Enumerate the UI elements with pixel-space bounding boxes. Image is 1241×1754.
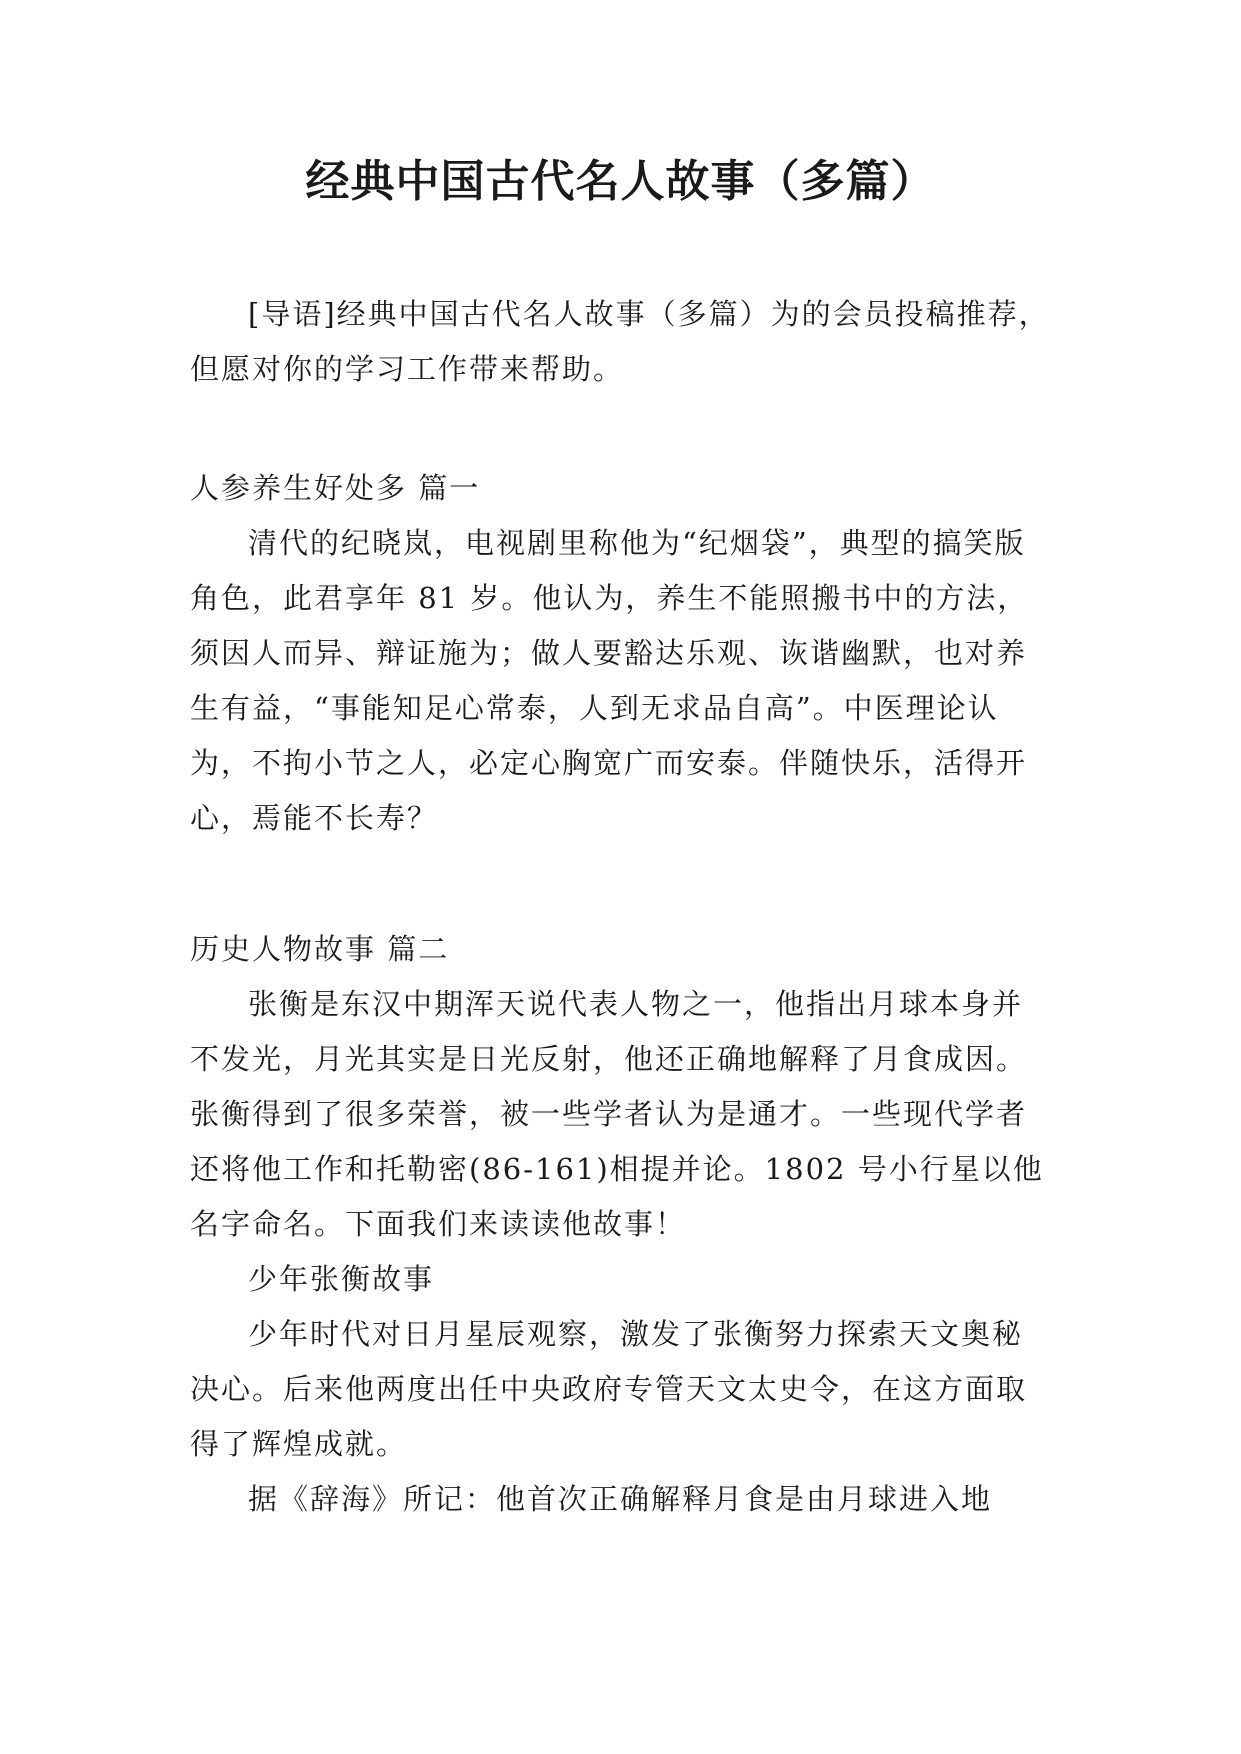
section-paragraph: 清代的纪晓岚，电视剧里称他为“纪烟袋”，典型的搞笑版角色，此君享年 81 岁。他认为，养生不能照搬书中的方法，须因人而异、辩证施为；做人要豁达乐观、诙谐幽默，也对养生有益，“事能知足心常泰，人到无求品自高”。中医理论认为，不拘小节之人，必定心胸宽广而安泰。伴随快乐，活得开心，焉能不长寿？ [190,526,1029,835]
section-paragraph: 张衡是东汉中期浑天说代表人物之一，他指出月球本身并不发光，月光其实是日光反射，他还正确地解释了月食成因。张衡得到了很多荣誉，被一些学者认为是通才。一些现代学者还将他工作和托勒密(86-161)相提并论。1802 号小行星以他名字命名。下面我们来读读他故事！ [190,987,1044,1241]
intro-block [190,287,1050,397]
section-1 [190,461,1050,846]
section-heading: 历史人物故事 篇二 [190,932,450,966]
section-paragraph: 少年时代对日月星辰观察，激发了张衡努力探索天文奥秘决心。后来他两度出任中央政府专管天文太史令，在这方面取得了辉煌成就。 [190,1317,1028,1461]
section-paragraph: 据《辞海》所记：他首次正确解释月食是由月球进入地 [248,1482,993,1516]
section-2 [190,922,1050,1527]
intro-paragraph: [导语]经典中国古代名人故事（多篇）为的会员投稿推荐，但愿对你的学习工作带来帮助。 [190,297,1050,386]
section-heading: 人参养生好处多 篇一 [190,471,481,505]
subheading-paragraph: 少年张衡故事 [248,1262,435,1296]
document-title: 经典中国古代名人故事（多篇） [305,156,936,207]
